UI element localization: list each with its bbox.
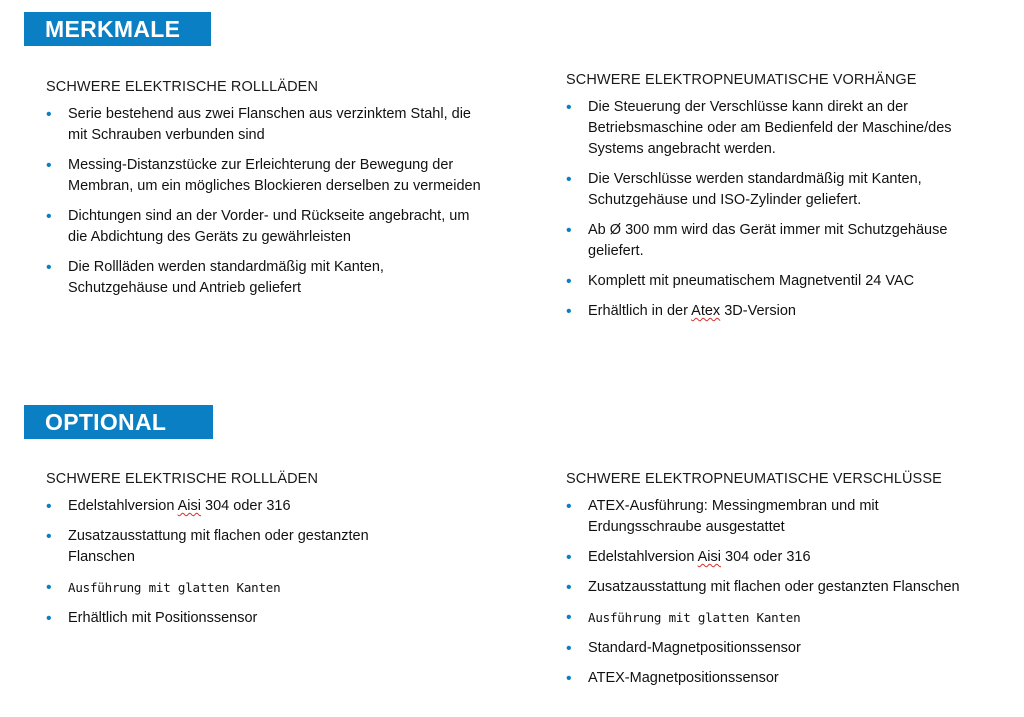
feature-list [46,104,486,299]
item-text: Ausführung mit glatten Kanten [588,610,801,625]
item-text: Edelstahlversion [588,549,695,565]
option-list [566,496,996,689]
list-item: • Standard-Magnetpositionssensor [566,638,996,659]
list-item: • Zusatzausstattung mit flachen oder gestanzten Flanschen [566,577,996,598]
merkmale-right-column [566,72,996,331]
item-text: 3D-Version [724,303,796,319]
feature-list [566,97,996,322]
list-item [566,547,996,568]
list-item [46,496,486,517]
optional-left-column [46,471,486,638]
item-text: Ausführung mit glatten Kanten [68,580,281,595]
list-item [566,607,996,629]
item-text: 304 oder 316 [725,549,811,565]
list-item: • Ab Ø 300 mm wird das Gerät immer mit Schutzgehäuse geliefert. [566,220,996,262]
column-heading: SCHWERE ELEKTRISCHE ROLLLÄDEN [46,79,319,95]
item-text: 304 oder 316 [205,498,291,514]
list-item: • Erhältlich mit Positionssensor [46,608,486,629]
item-text: Edelstahlversion [68,498,175,514]
list-item: • Serie bestehend aus zwei Flanschen aus verzinktem Stahl, die mit Schrauben verbunden sind [46,104,486,146]
list-item: • ATEX-Ausführung: Messingmembran und mit Erdungsschraube ausgestattet [566,496,928,538]
option-list [46,496,486,629]
spellcheck-word: Aisi [177,498,202,514]
list-item: • Komplett mit pneumatischem Magnetventil 24 VAC [566,271,996,292]
column-heading: SCHWERE ELEKTRISCHE ROLLLÄDEN [46,471,319,487]
list-item: • Die Rollläden werden standardmäßig mit Kanten, Schutzgehäuse und Antrieb geliefert [46,257,486,299]
item-text: Erhältlich in der [588,303,688,319]
column-heading: SCHWERE ELEKTROPNEUMATISCHE VORHÄNGE [566,72,917,88]
optional-right-column [566,471,996,698]
column-heading: SCHWERE ELEKTROPNEUMATISCHE VERSCHLÜSSE [566,471,942,487]
list-item: • Zusatzausstattung mit flachen oder gestanzten Flanschen [46,526,398,568]
merkmale-left-column [46,79,486,308]
list-item: • Die Verschlüsse werden standardmäßig mit Kanten, Schutzgehäuse und ISO-Zylinder geliefert. [566,169,996,211]
list-item: • Die Steuerung der Verschlüsse kann direkt an der Betriebsmaschine oder am Bedienfeld der Maschine/des Systems angebracht werden. [566,97,996,160]
list-item: • Dichtungen sind an der Vorder- und Rückseite angebracht, um die Abdichtung des Geräts zu gewährleisten [46,206,486,248]
list-item [566,301,996,322]
section-header-optional: OPTIONAL [24,405,213,439]
section-header-merkmale: MERKMALE [24,12,211,46]
spellcheck-word: Atex [691,303,721,319]
spellcheck-word: Aisi [697,549,722,565]
list-item: • ATEX-Magnetpositionssensor [566,668,996,689]
list-item: • Messing-Distanzstücke zur Erleichterung der Bewegung der Membran, um ein mögliches Blockieren derselben zu vermeiden [46,155,486,197]
list-item [46,577,486,599]
